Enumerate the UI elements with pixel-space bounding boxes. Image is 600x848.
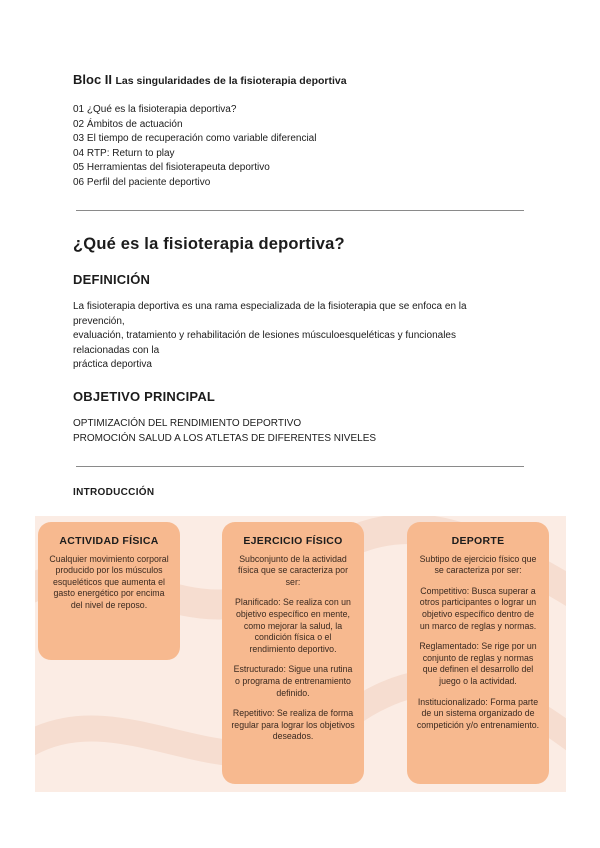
introduccion-heading: INTRODUCCIÓN	[73, 487, 155, 498]
toc-item[interactable]: 02 Ámbitos de actuación	[73, 118, 183, 130]
card-text: Subconjunto de la actividad física que se caracteriza por ser:	[237, 553, 348, 587]
toc-item[interactable]: 04 RTP: Return to play	[73, 147, 175, 159]
toc-item[interactable]: 05 Herramientas del fisioterapeuta deportivo	[73, 162, 270, 174]
card-text: Subtipo de ejercicio físico que se caracteriza por ser:	[419, 553, 537, 576]
card-title: DEPORTE	[451, 535, 505, 547]
card-text: Cualquier movimiento corporal producido por los músculos esqueléticos que aumenta el gasto energético por encima del nivel de reposo.	[49, 553, 169, 610]
toc-item[interactable]: 03 El tiempo de recuperación como variable diferencial	[73, 133, 317, 145]
divider	[76, 210, 524, 211]
bloc-subtitle: Las singularidades de la fisioterapia deportiva	[115, 75, 347, 87]
definicion-line: práctica deportiva	[73, 359, 152, 371]
table-of-contents	[73, 103, 316, 191]
objetivo-line: PROMOCIÓN SALUD A LOS ATLETAS DE DIFERENTES NIVELES	[73, 432, 377, 444]
toc-item[interactable]: 06 Perfil del paciente deportivo	[73, 176, 211, 188]
introduccion-panel	[35, 516, 566, 792]
definicion-line: evaluación, tratamiento y rehabilitación de lesiones músculoesqueléticas y funcionales	[73, 330, 456, 342]
card-ejercicio-fisico	[222, 522, 364, 784]
objetivo-heading: OBJETIVO PRINCIPAL	[73, 389, 216, 404]
definicion-heading: DEFINICIÓN	[73, 272, 151, 287]
divider	[76, 466, 524, 467]
definicion-line: La fisioterapia deportiva es una rama especializada de la fisioterapia que se enfoca en la	[73, 301, 467, 312]
objetivo-line: OPTIMIZACIÓN DEL RENDIMIENTO DEPORTIVO	[73, 418, 302, 429]
card-actividad-fisica	[38, 522, 180, 660]
objetivo-text	[73, 417, 533, 446]
bloc-title	[73, 72, 347, 87]
card-title: EJERCICIO FÍSICO	[243, 535, 343, 547]
card-text: Institucionalizado: Forma parte de un sistema organizado de competición y/o entrenamiento.	[416, 696, 540, 730]
card-deporte	[407, 522, 549, 784]
card-text: Repetitivo: Se realiza de forma regular para lograr los objetivos deseados.	[231, 708, 355, 742]
section-title: ¿Qué es la fisioterapia deportiva?	[73, 235, 345, 253]
toc-item[interactable]: 01 ¿Qué es la fisioterapia deportiva?	[73, 104, 237, 115]
card-text: Reglamentado: Se rige por un conjunto de reglas y normas que definen el desarrollo del juego o la actividad.	[419, 641, 537, 686]
card-text: Competitivo: Busca superar a otros participantes o lograr un objetivo específico dentro de un marco de reglas y normas.	[419, 585, 537, 631]
definicion-line: relacionadas con la	[73, 344, 160, 356]
card-title: ACTIVIDAD FÍSICA	[59, 535, 159, 547]
card-text: Estructurado: Sigue una rutina o programa de entrenamiento definido.	[233, 664, 353, 698]
bloc-label: Bloc II	[73, 72, 113, 87]
card-text: Planificado: Se realiza con un objetivo específico en mente, como mejorar la salud, la condición física o el rendimiento deportivo.	[235, 597, 351, 654]
definicion-text	[73, 300, 533, 373]
definicion-line: prevención,	[73, 315, 125, 327]
